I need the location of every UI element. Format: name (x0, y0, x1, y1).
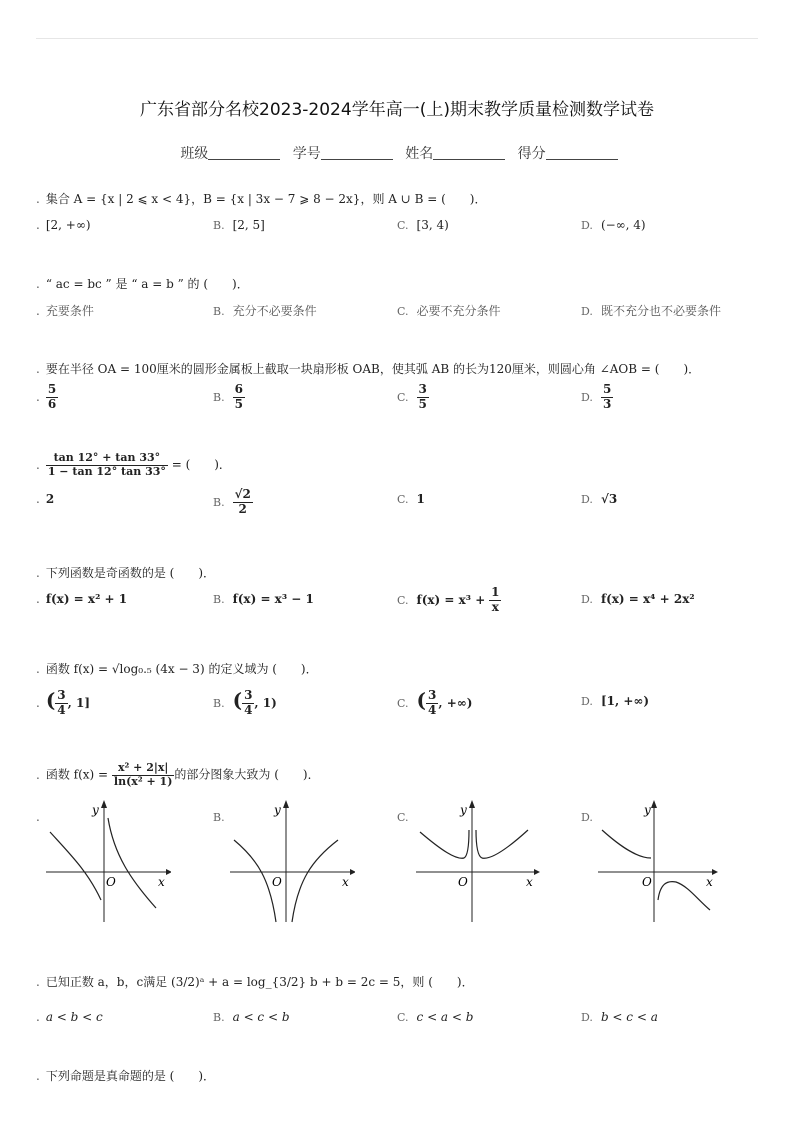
option-b[interactable]: B. a < c < b (213, 1010, 290, 1024)
svg-text:O: O (642, 875, 652, 889)
option-b[interactable]: B. (213, 811, 225, 824)
option-c[interactable]: C. c < a < b (397, 1010, 474, 1024)
question-stem: 函数 f(x) = √log₀.₅ (4x − 3) 的定义域为 ( )． (45, 662, 318, 676)
option-c[interactable]: C. [3, 4) (397, 218, 449, 232)
question-stem: 要在半径 OA = 100厘米的圆形金属板上截取一块扇形板 OAB，使其弧 AB 的长为120厘米，则圆心角 ∠AOB = ( )． (45, 362, 701, 376)
option-b[interactable]: B. f(x) = x³ − 1 (213, 592, 314, 606)
class-blank[interactable] (208, 145, 280, 160)
question-stem: “ ac = bc ” 是 “ a = b ” 的 ( )． (45, 277, 249, 291)
option-c[interactable]: C. f(x) = x³ + $\frac{1}{x}$ (397, 585, 500, 614)
question-5: . 下列函数是奇函数的是 ( )． (36, 566, 216, 580)
graph-d (598, 800, 723, 925)
score-blank[interactable] (546, 145, 618, 160)
question-stem-fraction: $\frac{\tan 12^\circ + \tan 33^\circ}{1 - \tan 12^\circ \tan 33^\circ}$ (47, 451, 166, 478)
svg-text:y: y (460, 803, 467, 817)
option-a[interactable]: . ( $\frac{3}{4}$ , 1] (36, 688, 91, 717)
option-d[interactable]: D. √3 (581, 492, 618, 506)
option-a[interactable]: . 充要条件 (36, 304, 94, 318)
question-1: . 集合 A = {x | 2 ⩽ x < 4}，B = {x | 3x − 7 ⩾ 8 − 2x}，则 A ∪ B = ( )． (36, 192, 487, 206)
option-c[interactable]: C. 必要不充分条件 (397, 304, 501, 318)
graph-a (46, 800, 171, 925)
question-7: . 函数 f(x) = $\frac{\text{x² + 2|x|}}{\text{ln(x² + 1)}}$ 的部分图象大致为 ( )． (36, 761, 320, 788)
top-divider (36, 38, 758, 39)
option-a[interactable]: . (36, 810, 40, 824)
option-a[interactable]: . [2, +∞) (36, 218, 91, 232)
option-c[interactable]: C. 1 (397, 492, 425, 506)
svg-text:x: x (706, 875, 713, 889)
question-4: . $\frac{\tan 12^\circ + \tan 33^\circ}{1 - \tan 12^\circ \tan 33^\circ}$ = ( )． (36, 451, 231, 478)
question-2: . “ ac = bc ” 是 “ a = b ” 的 ( )． (36, 277, 249, 291)
option-d[interactable]: D. $\frac{5}{3}$ (581, 382, 612, 411)
option-a[interactable]: . $\frac{5}{6}$ (36, 382, 57, 411)
option-b[interactable]: B. ( $\frac{3}{4}$ , 1) (213, 688, 277, 717)
option-c[interactable]: C. $\frac{3}{5}$ (397, 382, 427, 411)
graph-b (230, 800, 355, 925)
option-a[interactable]: . f(x) = x² + 1 (36, 592, 128, 606)
option-a[interactable]: . 2 (36, 492, 55, 506)
question-stem: 下列函数是奇函数的是 ( )． (45, 566, 216, 580)
question-8: . 已知正数 a，b，c满足 (3/2)ᵃ + a = log_{3/2} b + b = 2c = 5，则 ( )． (36, 975, 474, 989)
svg-text:O: O (272, 875, 282, 889)
option-b[interactable]: B. $\frac{√2}{2}$ (213, 487, 251, 516)
graph-c (416, 800, 541, 925)
option-b[interactable]: B. 充分不必要条件 (213, 304, 317, 318)
id-blank[interactable] (321, 145, 393, 160)
svg-text:O: O (458, 875, 468, 889)
option-b[interactable]: B. [2, 5] (213, 218, 265, 232)
option-d[interactable]: D. f(x) = x⁴ + 2x² (581, 592, 695, 606)
svg-text:x: x (342, 875, 349, 889)
name-label: 姓名 (405, 146, 434, 162)
class-label: 班级 (180, 146, 209, 162)
student-info-fields (0, 143, 794, 163)
option-a[interactable]: . a < b < c (36, 1010, 103, 1024)
svg-text:x: x (158, 875, 165, 889)
question-9: . 下列命题是真命题的是 ( )． (36, 1069, 216, 1083)
question-3: . 要在半径 OA = 100厘米的圆形金属板上截取一块扇形板 OAB，使其弧 AB 的长为120厘米，则圆心角 ∠AOB = ( )． (36, 362, 701, 376)
question-6: . 函数 f(x) = √log₀.₅ (4x − 3) 的定义域为 ( )． (36, 662, 318, 676)
svg-text:O: O (106, 875, 116, 889)
svg-text:y: y (92, 803, 99, 817)
option-d[interactable]: D. (581, 811, 593, 824)
svg-text:x: x (526, 875, 533, 889)
option-d[interactable]: D. [1, +∞) (581, 694, 650, 708)
option-d[interactable]: D. (−∞, 4) (581, 218, 646, 232)
page-title: 广东省部分名校2023-2024学年高一(上)期末教学质量检测数学试卷 (140, 100, 654, 120)
option-c[interactable]: C. ( $\frac{3}{4}$ , +∞) (397, 688, 473, 717)
score-label: 得分 (517, 146, 546, 162)
id-label: 学号 (292, 146, 321, 162)
question-stem: 下列命题是真命题的是 ( )． (45, 1069, 216, 1083)
name-blank[interactable] (433, 145, 505, 160)
question-stem: 集合 A = {x | 2 ⩽ x < 4}，B = {x | 3x − 7 ⩾ 8 − 2x}，则 A ∪ B = ( )． (45, 192, 487, 206)
svg-text:y: y (644, 803, 651, 817)
option-d[interactable]: D. b < c < a (581, 1010, 658, 1024)
svg-text:y: y (274, 803, 281, 817)
option-b[interactable]: B. $\frac{6}{5}$ (213, 382, 243, 411)
option-d[interactable]: D. 既不充分也不必要条件 (581, 304, 721, 318)
option-c[interactable]: C. (397, 811, 409, 824)
question-stem: 已知正数 a，b，c满足 (3/2)ᵃ + a = log_{3/2} b + b = 2c = 5，则 ( )． (45, 975, 474, 989)
